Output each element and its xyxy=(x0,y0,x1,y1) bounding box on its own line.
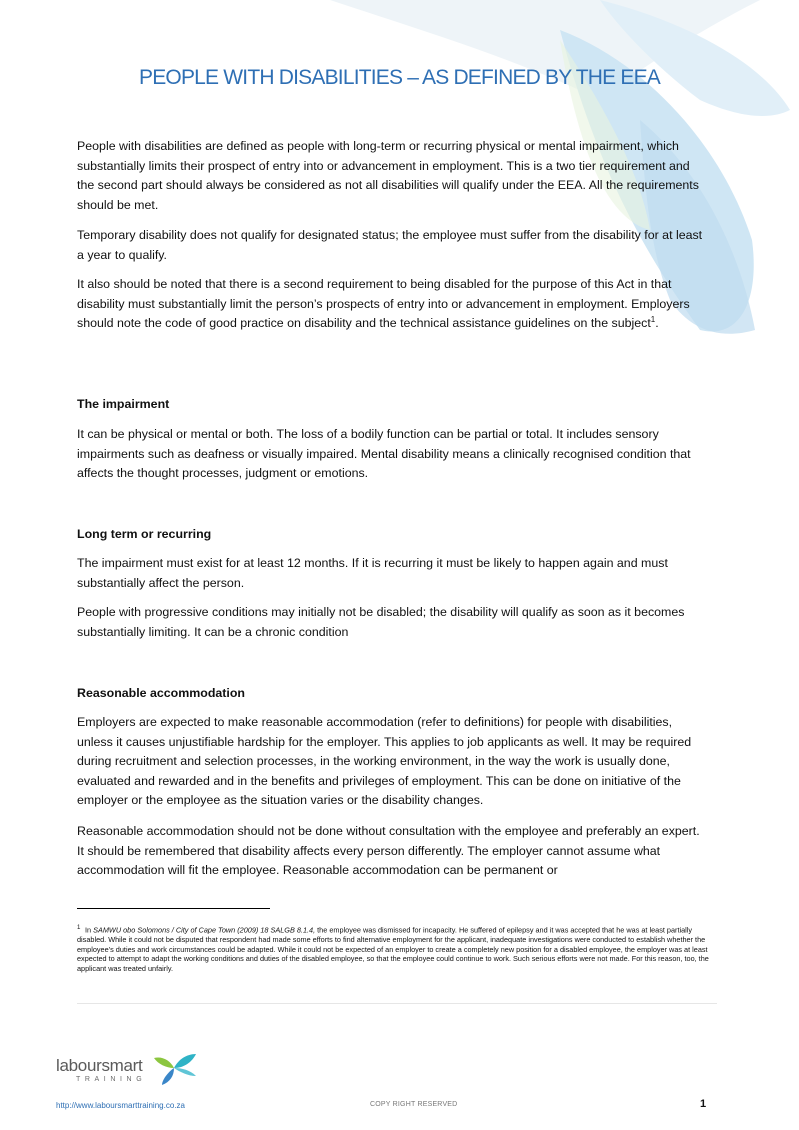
intro-paragraph-3-end: . xyxy=(655,316,659,331)
intro-paragraph-2: Temporary disability does not qualify for designated status; the employee must suffer from the disability for at least a year to qualify. xyxy=(77,228,703,262)
footer-website-link[interactable]: http://www.laboursmarttraining.co.za xyxy=(56,1101,185,1110)
intro-paragraph-3 xyxy=(77,275,709,334)
laboursmart-logo-mark-icon xyxy=(148,1050,200,1086)
logo-wordmark: laboursmart xyxy=(56,1056,143,1075)
heading-reasonable-accommodation: Reasonable accommodation xyxy=(77,686,246,700)
footer-copyright: COPY RIGHT RESERVED xyxy=(370,1101,458,1108)
logo-subtitle: TRAINING xyxy=(76,1076,147,1083)
footnote-1 xyxy=(77,923,715,973)
page-title: PEOPLE WITH DISABILITIES – AS DEFINED BY THE EEA xyxy=(139,66,660,89)
footnote-number: 1 xyxy=(77,924,81,931)
intro-paragraph-3-text: It also should be noted that there is a second requirement to being disabled for the purpose of this Act in that disability must substantially limit the person’s prospects of entry into or advancement in employment. Employers should note the code of good practice on disability and the technical assistance guidelines on the subject xyxy=(77,277,690,331)
long-term-paragraph-2: People with progressive conditions may initially not be disabled; the disability will qualify as soon as it becomes substantially limiting. It can be a chronic condition xyxy=(77,605,685,639)
long-term-paragraph-1: The impairment must exist for at least 12 months. If it is recurring it must be likely to happen again and must substantially affect the person. xyxy=(77,556,668,590)
footnote-text: the employee was dismissed for incapacity. He suffered of epilepsy and it was accepted that he was at least partially disabled. While it could not be disputed that respondent had made some efforts to find alternative employment for the applicant, inadequate investigations were conducted to establish whether the employee’s duties and work circumstances could be adapted. While it could not be expected of an employer to create a completely new position for a disabled employee, the employer was at least expected to attempt to adapt the working conditions and duties of the disabled employee, so that the employee could continue to work. Such serious efforts were not made. For this reason, too, the applicant was treated unfairly. xyxy=(77,925,709,973)
impairment-paragraph: It can be physical or mental or both. The loss of a bodily function can be partial or total. It includes sensory impairments such as deafness or visually impaired. Mental disability means a clinically recognised condition that affects the thought processes, judgment or emotions. xyxy=(77,427,691,481)
heading-impairment: The impairment xyxy=(77,397,170,411)
accommodation-paragraph-1: Employers are expected to make reasonable accommodation (refer to definitions) for people with disabilities, unless it causes unjustifiable hardship for the employer. This applies to job applicants as well. It may be required during recruitment and selection processes, in the working environment, in the way the work is usually done, evaluated and rewarded and in the benefits and privileges of employment. This can be done on initiative of the employer or the employee as the situation varies or the disability changes. xyxy=(77,715,692,808)
page-number: 1 xyxy=(700,1098,707,1110)
footnote-separator xyxy=(77,908,270,909)
footer-divider xyxy=(77,1003,717,1004)
footnote-in: In xyxy=(85,925,92,935)
intro-paragraph-1: People with disabilities are defined as people with long-term or recurring physical or mental impairment, which substantially limits their prospect of entry into or advancement in employment. This is a two tier requirement and the second part should always be considered as not all disabilities will qualify under the EEA. All the requirements should be met. xyxy=(77,139,699,212)
heading-long-term: Long term or recurring xyxy=(77,527,212,541)
footnote-ref-1[interactable]: 1 xyxy=(650,315,656,325)
accommodation-paragraph-2: Reasonable accommodation should not be done without consultation with the employee and preferably an expert. It should be remembered that disability affects every person differently. The employer cannot assume what accommodation will fit the employee. Reasonable accommodation can be permanent or xyxy=(77,824,700,878)
footnote-citation: SAMWU obo Solomons / City of Cape Town (2009) 18 SALGB 8.1.4, xyxy=(93,925,316,935)
laboursmart-logo[interactable] xyxy=(56,1050,216,1090)
